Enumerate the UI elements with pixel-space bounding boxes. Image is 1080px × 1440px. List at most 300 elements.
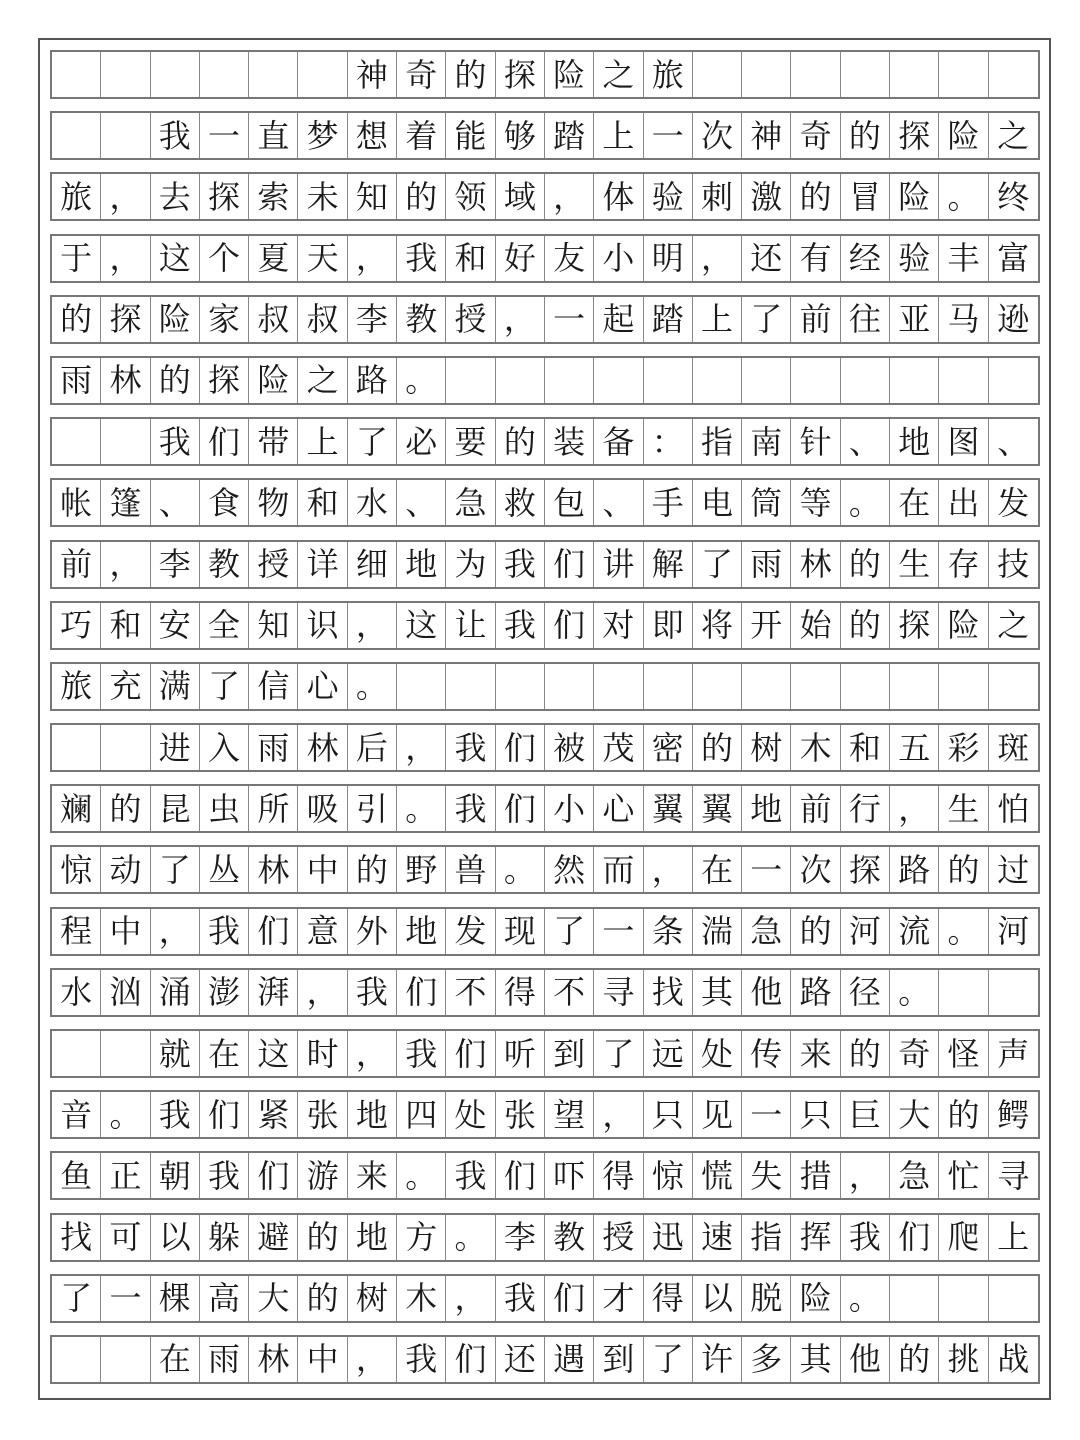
grid-cell <box>101 725 150 770</box>
grid-cell: 们 <box>545 1276 594 1321</box>
grid-cell: 我 <box>151 419 200 464</box>
grid-cell <box>693 664 742 709</box>
grid-cell: ， <box>397 725 446 770</box>
grid-cell: 林 <box>101 358 150 403</box>
grid-cell: 的 <box>446 52 495 97</box>
grid-cell: 们 <box>200 419 249 464</box>
grid-cell: 。 <box>348 664 397 709</box>
grid-cell: 我 <box>496 1276 545 1321</box>
grid-cell: 了 <box>151 847 200 892</box>
grid-cell: 对 <box>594 603 643 648</box>
grid-cell: 丰 <box>939 236 988 281</box>
grid-cell: 林 <box>249 847 298 892</box>
grid-cell: 知 <box>249 603 298 648</box>
grid-cell <box>52 419 101 464</box>
grid-cell: 。 <box>841 480 890 525</box>
grid-cell: 得 <box>496 970 545 1015</box>
grid-cell: ， <box>101 236 150 281</box>
grid-cell: 在 <box>151 1337 200 1382</box>
grid-cell: 望 <box>545 1092 594 1137</box>
grid-cell: 找 <box>52 1215 101 1260</box>
grid-cell: 我 <box>151 113 200 158</box>
grid-cell: 带 <box>249 419 298 464</box>
grid-cell: 前 <box>791 297 840 342</box>
grid-cell: ， <box>101 542 150 587</box>
grid-cell: 的 <box>841 603 890 648</box>
grid-cell: 传 <box>742 1031 791 1076</box>
grid-cell <box>101 1337 150 1382</box>
grid-cell: 的 <box>397 174 446 219</box>
grid-cell <box>52 113 101 158</box>
grid-cell: 探 <box>890 603 939 648</box>
grid-cell: 发 <box>997 483 1030 522</box>
text-row <box>50 1274 1040 1323</box>
grid-cell: 就 <box>151 1031 200 1076</box>
grid-cell: 的 <box>939 847 988 892</box>
grid-cell <box>594 358 643 403</box>
grid-cell: 索 <box>249 174 298 219</box>
grid-cell: 们 <box>446 1031 495 1076</box>
grid-cell: 指 <box>742 1215 791 1260</box>
grid-cell: 我 <box>496 542 545 587</box>
grid-cell: 险 <box>890 174 939 219</box>
grid-cell: 我 <box>397 1031 446 1076</box>
grid-cell: 了 <box>693 542 742 587</box>
grid-cell: 在 <box>890 480 939 525</box>
grid-cell: 的 <box>151 358 200 403</box>
grid-cell: 明 <box>644 236 693 281</box>
grid-cell: 指 <box>693 419 742 464</box>
grid-cell: 吓 <box>545 1153 594 1198</box>
grid-cell: 雨 <box>52 358 101 403</box>
grid-cell: 只 <box>644 1092 693 1137</box>
grid-cell <box>890 52 939 97</box>
grid-cell <box>101 52 150 97</box>
grid-cell: 。 <box>841 1276 890 1321</box>
grid-cell: 棵 <box>151 1276 200 1321</box>
grid-cell: 我 <box>496 603 545 648</box>
grid-cell <box>939 358 988 403</box>
grid-cell: 还 <box>742 236 791 281</box>
grid-cell: ， <box>151 909 200 954</box>
grid-cell: 筒 <box>742 480 791 525</box>
grid-cell: 和 <box>101 603 150 648</box>
grid-cell: 于 <box>52 236 101 281</box>
grid-cell: 惊 <box>644 1153 693 1198</box>
grid-cell: 起 <box>594 297 643 342</box>
grid-cell: 家 <box>200 297 249 342</box>
grid-cell: 险 <box>939 113 988 158</box>
grid-cell: 了 <box>348 419 397 464</box>
grid-cell: 遇 <box>545 1337 594 1382</box>
grid-cell: 在 <box>693 847 742 892</box>
grid-cell <box>200 52 249 97</box>
grid-cell: 。 <box>446 1215 495 1260</box>
grid-cell: 险 <box>545 52 594 97</box>
grid-cell <box>52 1031 101 1076</box>
grid-cell: 生 <box>939 786 988 831</box>
grid-cell: 即 <box>644 603 693 648</box>
grid-cell: 授 <box>446 297 495 342</box>
grid-cell: 冒 <box>841 174 890 219</box>
grid-cell <box>101 1031 150 1076</box>
grid-cell: 路 <box>890 847 939 892</box>
grid-cell: 、 <box>997 422 1030 461</box>
grid-cell: 和 <box>446 236 495 281</box>
grid-cell <box>298 52 347 97</box>
grid-cell: 前 <box>791 786 840 831</box>
grid-cell: 篷 <box>101 480 150 525</box>
grid-cell: 存 <box>939 542 988 587</box>
grid-cell: 神 <box>348 52 397 97</box>
grid-cell: 细 <box>348 542 397 587</box>
grid-cell: 亚 <box>890 297 939 342</box>
grid-cell: ， <box>890 786 939 831</box>
grid-cell: 我 <box>348 970 397 1015</box>
grid-cell: ， <box>644 847 693 892</box>
grid-cell: 不 <box>545 970 594 1015</box>
grid-cell: 险 <box>791 1276 840 1321</box>
grid-cell: 怕 <box>997 789 1030 828</box>
grid-cell: 踏 <box>545 113 594 158</box>
grid-cell: 进 <box>151 725 200 770</box>
grid-cell: 险 <box>249 358 298 403</box>
grid-cell: 们 <box>890 1215 939 1260</box>
grid-cell: 上 <box>594 113 643 158</box>
grid-cell: 之 <box>594 52 643 97</box>
grid-cell: 忙 <box>939 1153 988 1198</box>
grid-cell: 心 <box>298 664 347 709</box>
grid-cell: 林 <box>791 542 840 587</box>
grid-cell: 速 <box>693 1215 742 1260</box>
grid-cell <box>594 664 643 709</box>
grid-cell: 以 <box>151 1215 200 1260</box>
grid-cell <box>397 664 446 709</box>
grid-cell: 夏 <box>249 236 298 281</box>
text-row <box>50 1151 1040 1200</box>
grid-cell: 地 <box>348 1215 397 1260</box>
grid-cell: 失 <box>742 1153 791 1198</box>
grid-cell: 林 <box>298 725 347 770</box>
grid-cell: 这 <box>397 603 446 648</box>
grid-cell: 。 <box>397 358 446 403</box>
grid-cell: 澎 <box>200 970 249 1015</box>
grid-cell: 地 <box>890 419 939 464</box>
text-row <box>50 968 1040 1017</box>
grid-cell: 有 <box>791 236 840 281</box>
grid-cell: 了 <box>545 909 594 954</box>
grid-cell: 然 <box>545 847 594 892</box>
grid-cell: 装 <box>545 419 594 464</box>
grid-cell: 涌 <box>151 970 200 1015</box>
grid-cell: 到 <box>545 1031 594 1076</box>
grid-cell: 心 <box>594 786 643 831</box>
grid-cell: 见 <box>693 1092 742 1137</box>
grid-cell: 我 <box>397 1337 446 1382</box>
grid-cell: 生 <box>890 542 939 587</box>
grid-cell <box>939 970 988 1015</box>
grid-cell: 彩 <box>939 725 988 770</box>
grid-cell: 小 <box>594 236 643 281</box>
grid-cell: 的 <box>841 113 890 158</box>
grid-cell: 之 <box>997 606 1030 645</box>
grid-cell: 终 <box>997 177 1030 216</box>
text-row <box>50 172 1040 221</box>
grid-cell: 们 <box>496 725 545 770</box>
grid-cell: 授 <box>594 1215 643 1260</box>
grid-cell: 丛 <box>200 847 249 892</box>
grid-cell: 旅 <box>644 52 693 97</box>
grid-cell: 他 <box>742 970 791 1015</box>
grid-cell: 翼 <box>693 786 742 831</box>
grid-cell: 时 <box>298 1031 347 1076</box>
grid-cell: 在 <box>200 1031 249 1076</box>
grid-cell: 的 <box>298 1215 347 1260</box>
grid-cell: 全 <box>200 603 249 648</box>
grid-cell: 汹 <box>101 970 150 1015</box>
grid-cell: 音 <box>52 1092 101 1137</box>
grid-cell: 地 <box>397 909 446 954</box>
grid-cell: 了 <box>52 1276 101 1321</box>
grid-cell: 我 <box>200 1153 249 1198</box>
grid-cell: 地 <box>397 542 446 587</box>
grid-cell: 正 <box>101 1153 150 1198</box>
grid-cell: 叔 <box>298 297 347 342</box>
grid-cell: 逊 <box>997 300 1030 339</box>
grid-cell: ， <box>693 236 742 281</box>
grid-cell <box>841 52 890 97</box>
grid-cell: 我 <box>446 725 495 770</box>
grid-cell: 得 <box>644 1276 693 1321</box>
grid-cell: 次 <box>791 847 840 892</box>
text-row <box>50 662 1040 711</box>
grid-cell: 脱 <box>742 1276 791 1321</box>
grid-cell: 物 <box>249 480 298 525</box>
grid-cell: 们 <box>496 786 545 831</box>
grid-cell: 可 <box>101 1215 150 1260</box>
grid-cell <box>496 358 545 403</box>
grid-cell <box>101 419 150 464</box>
grid-cell: 的 <box>348 847 397 892</box>
grid-cell: 茂 <box>594 725 643 770</box>
grid-cell: 验 <box>890 236 939 281</box>
grid-cell: 大 <box>890 1092 939 1137</box>
grid-cell: 识 <box>298 603 347 648</box>
grid-cell: 一 <box>101 1276 150 1321</box>
grid-cell <box>989 358 1038 403</box>
grid-cell: 教 <box>200 542 249 587</box>
grid-cell: 和 <box>841 725 890 770</box>
grid-cell: 后 <box>348 725 397 770</box>
grid-cell: 了 <box>742 297 791 342</box>
grid-cell: 探 <box>101 297 150 342</box>
grid-cell: 探 <box>890 113 939 158</box>
grid-cell: 避 <box>249 1215 298 1260</box>
grid-cell: 始 <box>791 603 840 648</box>
grid-cell: 一 <box>742 847 791 892</box>
grid-cell: 和 <box>298 480 347 525</box>
grid-cell: 。 <box>496 847 545 892</box>
grid-cell: 一 <box>742 1092 791 1137</box>
grid-cell <box>742 52 791 97</box>
grid-cell: 上 <box>693 297 742 342</box>
grid-cell: 我 <box>200 909 249 954</box>
text-row <box>50 417 1040 466</box>
grid-cell: 食 <box>200 480 249 525</box>
text-row <box>50 845 1040 894</box>
grid-cell: 只 <box>791 1092 840 1137</box>
grid-cell: 出 <box>939 480 988 525</box>
grid-cell: 探 <box>496 52 545 97</box>
grid-cell: 急 <box>890 1153 939 1198</box>
grid-cell: ， <box>348 603 397 648</box>
grid-cell <box>101 113 150 158</box>
grid-cell: 、 <box>841 419 890 464</box>
text-row <box>50 601 1040 650</box>
grid-cell: 上 <box>997 1218 1030 1257</box>
grid-cell: 探 <box>200 358 249 403</box>
grid-cell: 开 <box>742 603 791 648</box>
grid-cell: 雨 <box>742 542 791 587</box>
grid-cell: 的 <box>841 542 890 587</box>
grid-cell: 们 <box>545 542 594 587</box>
grid-cell: 五 <box>890 725 939 770</box>
grid-cell: 翼 <box>644 786 693 831</box>
grid-cell: 斓 <box>52 786 101 831</box>
grid-cell: 湃 <box>249 970 298 1015</box>
grid-cell: ， <box>545 174 594 219</box>
grid-cell: 战 <box>997 1340 1030 1379</box>
grid-cell: 爬 <box>939 1215 988 1260</box>
grid-cell: 巨 <box>841 1092 890 1137</box>
grid-cell: 安 <box>151 603 200 648</box>
grid-cell: 现 <box>496 909 545 954</box>
grid-cell: 寻 <box>594 970 643 1015</box>
grid-cell: 。 <box>397 786 446 831</box>
grid-cell <box>939 1276 988 1321</box>
grid-cell: 的 <box>496 419 545 464</box>
grid-cell: 地 <box>742 786 791 831</box>
manuscript-grid <box>50 50 1040 1396</box>
grid-cell: ， <box>446 1276 495 1321</box>
grid-cell <box>989 52 1038 97</box>
grid-cell: 直 <box>249 113 298 158</box>
grid-cell: 声 <box>997 1034 1030 1073</box>
grid-cell: ， <box>348 1337 397 1382</box>
grid-cell: ， <box>348 1031 397 1076</box>
grid-cell: 紧 <box>249 1092 298 1137</box>
grid-cell: 到 <box>594 1337 643 1382</box>
grid-cell: 湍 <box>693 909 742 954</box>
text-row <box>50 907 1040 956</box>
grid-cell: ： <box>644 419 693 464</box>
grid-cell: 了 <box>644 1337 693 1382</box>
grid-cell: 旅 <box>52 174 101 219</box>
text-row <box>50 478 1040 527</box>
grid-cell: 验 <box>644 174 693 219</box>
grid-cell: 迅 <box>644 1215 693 1260</box>
grid-cell: 河 <box>841 909 890 954</box>
grid-cell: 惊 <box>52 847 101 892</box>
grid-cell: 我 <box>397 236 446 281</box>
grid-cell: 。 <box>939 174 988 219</box>
title-row <box>50 50 1040 99</box>
grid-cell: 寻 <box>997 1156 1030 1195</box>
grid-cell: 能 <box>446 113 495 158</box>
grid-cell: 多 <box>742 1337 791 1382</box>
grid-cell: 才 <box>594 1276 643 1321</box>
grid-cell: 包 <box>545 480 594 525</box>
grid-cell: 他 <box>841 1337 890 1382</box>
grid-cell: 旅 <box>52 664 101 709</box>
grid-cell: 木 <box>397 1276 446 1321</box>
grid-cell: 之 <box>997 116 1030 155</box>
grid-cell <box>644 664 693 709</box>
grid-cell: 的 <box>101 786 150 831</box>
grid-cell: 手 <box>644 480 693 525</box>
grid-cell: 们 <box>200 1092 249 1137</box>
grid-cell: ， <box>841 1153 890 1198</box>
grid-cell: 巧 <box>52 603 101 648</box>
grid-cell: 的 <box>52 297 101 342</box>
grid-cell: 踏 <box>644 297 693 342</box>
grid-cell: 树 <box>348 1276 397 1321</box>
grid-cell: 为 <box>446 542 495 587</box>
grid-cell: ， <box>496 297 545 342</box>
grid-cell: 电 <box>693 480 742 525</box>
grid-cell: 奇 <box>791 113 840 158</box>
grid-cell: 这 <box>249 1031 298 1076</box>
grid-cell: ， <box>101 174 150 219</box>
grid-cell: 讲 <box>594 542 643 587</box>
grid-cell: 而 <box>594 847 643 892</box>
grid-cell: 李 <box>151 542 200 587</box>
grid-cell: 、 <box>151 480 200 525</box>
grid-cell: 一 <box>594 909 643 954</box>
grid-cell: 天 <box>298 236 347 281</box>
grid-cell: 动 <box>101 847 150 892</box>
grid-cell: 来 <box>348 1153 397 1198</box>
grid-cell: 们 <box>249 1153 298 1198</box>
grid-cell: 。 <box>101 1092 150 1137</box>
grid-cell: 的 <box>791 174 840 219</box>
grid-cell: 够 <box>496 113 545 158</box>
grid-cell: 慌 <box>693 1153 742 1198</box>
grid-cell: 雨 <box>249 725 298 770</box>
grid-cell <box>989 970 1038 1015</box>
grid-cell: 次 <box>693 113 742 158</box>
grid-cell: 鱼 <box>52 1153 101 1198</box>
grid-cell: 一 <box>644 113 693 158</box>
text-row <box>50 1335 1040 1384</box>
grid-cell: 险 <box>939 603 988 648</box>
grid-cell: ， <box>594 1092 643 1137</box>
grid-cell: 神 <box>742 113 791 158</box>
grid-cell <box>693 358 742 403</box>
grid-cell: 游 <box>298 1153 347 1198</box>
text-row <box>50 784 1040 833</box>
grid-cell <box>446 358 495 403</box>
grid-cell: 怪 <box>939 1031 988 1076</box>
grid-cell: 险 <box>151 297 200 342</box>
grid-cell: 所 <box>249 786 298 831</box>
grid-cell: 大 <box>249 1276 298 1321</box>
grid-cell: 等 <box>791 480 840 525</box>
grid-cell: 的 <box>791 909 840 954</box>
grid-cell: 信 <box>249 664 298 709</box>
grid-cell: 必 <box>397 419 446 464</box>
grid-cell <box>249 52 298 97</box>
